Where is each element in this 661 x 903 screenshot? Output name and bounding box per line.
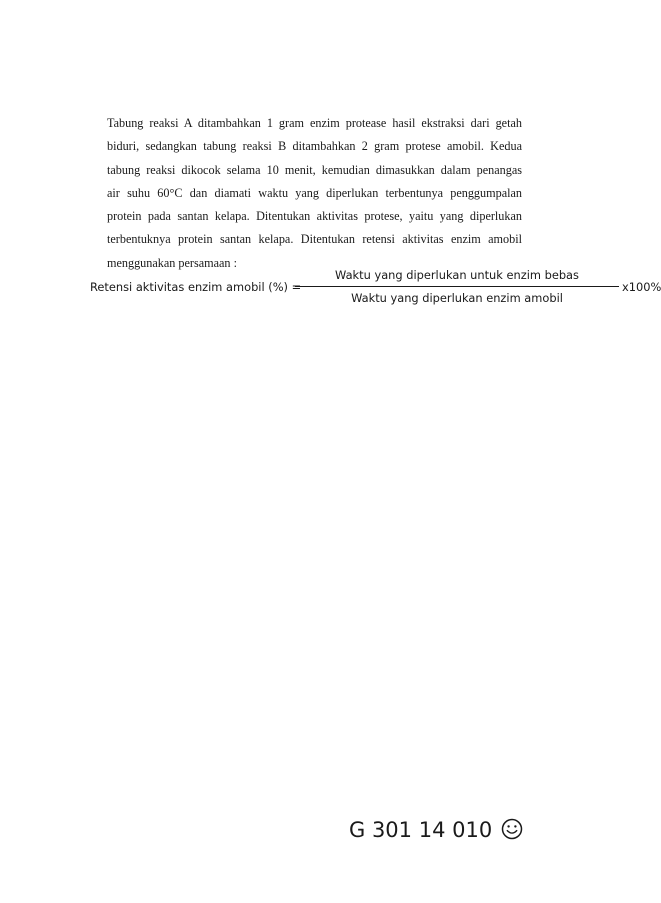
- equation-denominator: Waktu yang diperlukan enzim amobil: [351, 291, 563, 305]
- equation-numerator: Waktu yang diperlukan untuk enzim bebas: [335, 268, 579, 282]
- equation-lhs: Retensi aktivitas enzim amobil (%) =: [90, 280, 302, 294]
- body-paragraph: [107, 112, 522, 275]
- fraction-bar: [295, 286, 619, 287]
- paragraph-line: air suhu 60°C dan diamati waktu yang diperlukan terbentunya penggumpalan: [107, 185, 522, 200]
- retention-equation: [90, 266, 661, 310]
- smiley-face-icon: [501, 818, 523, 845]
- paragraph-line: biduri, sedangkan tabung reaksi B ditambahkan 2 gram protese amobil. Kedua: [107, 139, 522, 154]
- equation-fraction: [295, 266, 619, 308]
- paragraph-line: terbentuknya protein santan kelapa. Ditentukan retensi aktivitas enzim amobil: [107, 232, 522, 247]
- paragraph-line: protein pada santan kelapa. Ditentukan aktivitas protese, yaitu yang diperlukan: [107, 209, 522, 224]
- paragraph-line: Tabung reaksi A ditambahkan 1 gram enzim protease hasil ekstraksi dari getah: [107, 116, 522, 130]
- student-code: G 301 14 010: [349, 818, 493, 842]
- equation-multiplier: x100%: [622, 280, 661, 294]
- footer-code: [349, 818, 523, 845]
- paragraph-line: tabung reaksi dikocok selama 10 menit, kemudian dimasukkan dalam penangas: [107, 162, 522, 177]
- paragraph-line: menggunakan persamaan :: [107, 255, 237, 270]
